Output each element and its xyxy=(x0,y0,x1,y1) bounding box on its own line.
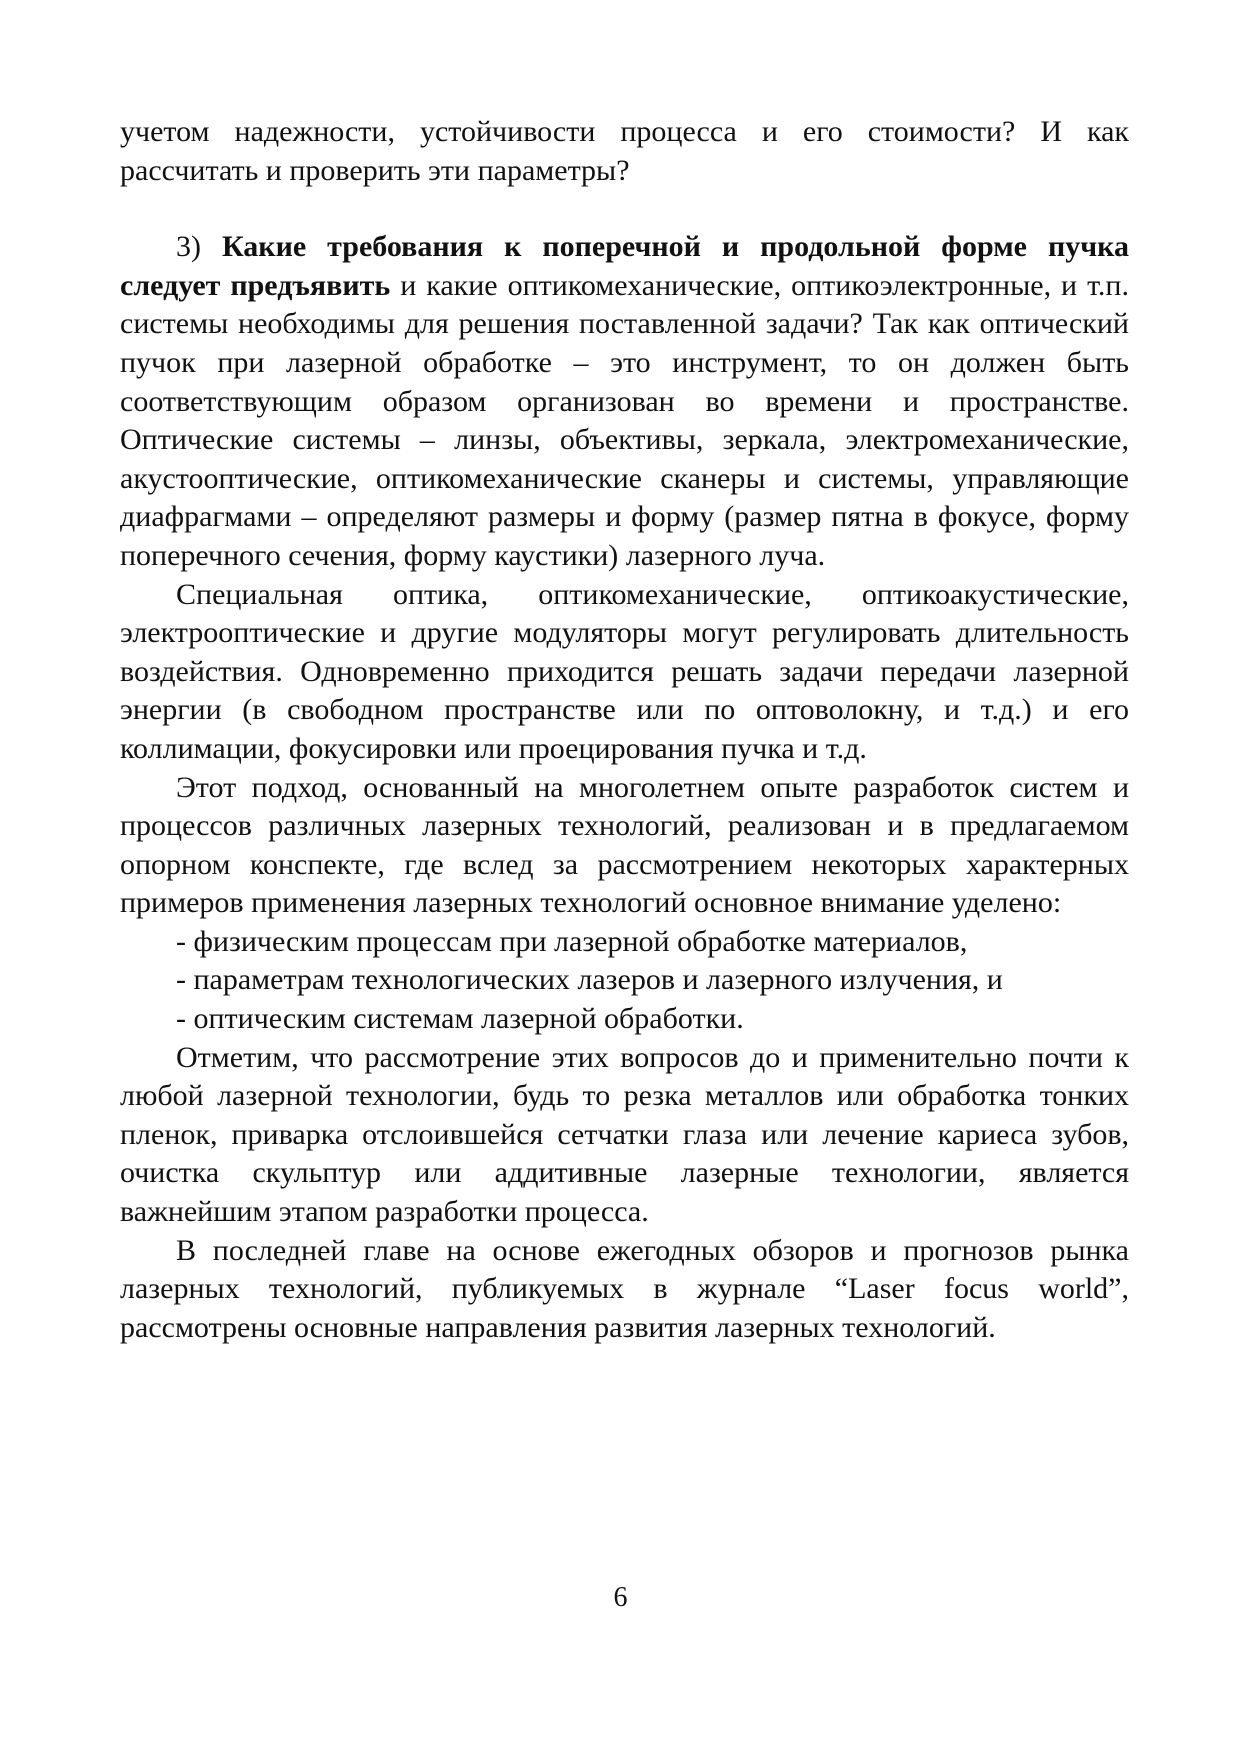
paragraph-last: В последней главе на основе ежегодных обзоров и прогнозов рынка лазерных технологий, публикуемых в журнале “Laser focus world”, рассмотрены основные направления развития лазерных технологий. xyxy=(120,1233,1129,1344)
paragraph-continuation: учетом надежности, устойчивости процесса и его стоимости? И как рассчитать и проверить эти параметры? xyxy=(120,115,1129,187)
paragraph-approach: Этот подход, основанный на многолетнем опыте разработок систем и процессов различных лазерных технологий, реализован и в предлагаемом опорном конспекте, где вслед за рассмотрением некоторых характерных примеров применения лазерных технологий основное внимание уделено: xyxy=(120,770,1129,920)
paragraph-note: Отметим, что рассмотрение этих вопросов до и применительно почти к любой лазерной технологии, будь то резка металлов или обработка тонких пленок, приварка отслоившейся сетчатки глаза или лечение кариеса зубов, очистка скульптур или аддитивные лазерные технологии, является важнейшим этапом разработки процесса. xyxy=(120,1040,1129,1229)
list-item: - оптическим системам лазерной обработки. xyxy=(176,1002,744,1036)
list-item: - физическим процессам при лазерной обработке материалов, xyxy=(176,924,968,958)
body-text xyxy=(120,113,1129,1347)
page-number: 6 xyxy=(613,1582,628,1613)
paragraph-special-optics: Специальная оптика, оптикомеханические, оптикоакустические, электрооптические и другие модуляторы могут регулировать длительность воздействия. Одновременно приходится решать задачи передачи лазерной энергии (в свободном пространстве или по оптоволокну, и т.д.) и его коллимации, фокусировки или проецирования пучка и т.д. xyxy=(120,577,1129,765)
item-text: и какие оптикомеханические, оптикоэлектронные, и т.п. системы необходимы для решения поставленной задачи? Так как оптический пучок при лазерной обработке – это инструмент, то он должен быть соответствующим образом организован во времени и пространстве. Оптические системы – линзы, объективы, зеркала, электромеханические, акустооптические, оптикомеханические сканеры и системы, управляющие диафрагмами – определяют размеры и форму (размер пятна в фокусе, форму поперечного сечения, форму каустики) лазерного луча. xyxy=(120,268,1129,572)
item-number: 3) xyxy=(176,230,222,264)
list-item: - параметрам технологических лазеров и лазерного излучения, и xyxy=(176,963,1003,997)
item-bold-lead: Какие требования к поперечной и продольной форме пучка следует предъявить xyxy=(120,230,1129,302)
paragraph-item-3 xyxy=(120,228,1129,575)
